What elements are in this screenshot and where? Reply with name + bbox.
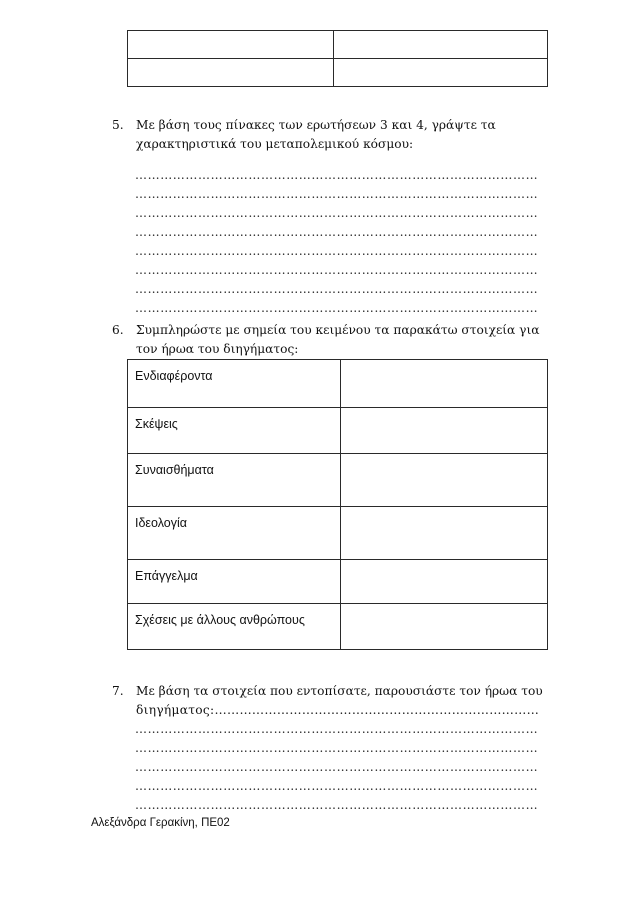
answer-line[interactable]: …………………………………………………………………………………… [135,187,539,201]
author-footer: Αλεξάνδρα Γερακίνη, ΠΕ02 [91,817,230,829]
question-text-line: τον ήρωα του διηγήματος: [136,342,299,356]
answer-cell[interactable] [341,454,548,507]
question-text-line[interactable]: διηγήματος:…………………………………………………………………… [136,703,540,717]
answer-line[interactable]: …………………………………………………………………………………… [135,225,539,239]
question-text-line: Με βάση τους πίνακες των ερωτήσεων 3 και 4, γράψτε τα [136,118,496,132]
table-row [128,31,548,59]
row-label: Σκέψεις [128,408,341,454]
table-cell[interactable] [128,31,334,59]
answer-line[interactable]: …………………………………………………………………………………… [135,282,539,296]
answer-line[interactable]: …………………………………………………………………………………… [135,760,539,774]
question-number: 7. [112,684,124,698]
question-text-line: χαρακτηριστικά του μεταπολεμικού κόσμου: [136,137,414,151]
answer-line[interactable]: …………………………………………………………………………………… [135,741,539,755]
table-row [128,360,548,408]
table-row [128,604,548,650]
table-cell[interactable] [334,59,548,87]
row-label: Ιδεολογία [128,507,341,560]
row-label: Ενδιαφέροντα [128,360,341,408]
table-cell[interactable] [334,31,548,59]
answer-cell[interactable] [341,507,548,560]
row-label: Συναισθήματα [128,454,341,507]
top-answer-table [127,30,548,87]
answer-line[interactable]: …………………………………………………………………………………… [135,301,539,315]
answer-line[interactable]: …………………………………………………………………………………… [135,244,539,258]
table-row [128,507,548,560]
answer-cell[interactable] [341,604,548,650]
row-label: Σχέσεις με άλλους ανθρώπους [128,604,341,650]
table-row [128,454,548,507]
answer-cell[interactable] [341,360,548,408]
answer-line[interactable]: …………………………………………………………………………………… [135,722,539,736]
answer-line[interactable]: …………………………………………………………………………………… [135,206,539,220]
question-number: 6. [112,323,124,337]
character-traits-table [127,359,548,650]
answer-cell[interactable] [341,408,548,454]
row-label: Επάγγελμα [128,560,341,604]
question-number: 5. [112,118,124,132]
question-text-line: Συμπληρώστε με σημεία του κειμένου τα παρακάτω στοιχεία για [136,323,540,337]
answer-line[interactable]: …………………………………………………………………………………… [135,263,539,277]
table-row [128,408,548,454]
answer-line[interactable]: …………………………………………………………………………………… [135,779,539,793]
answer-line[interactable]: …………………………………………………………………………………… [135,798,539,812]
table-row [128,560,548,604]
table-cell[interactable] [128,59,334,87]
question-text-line: Με βάση τα στοιχεία που εντοπίσατε, παρουσιάστε τον ήρωα του [136,684,543,698]
answer-cell[interactable] [341,560,548,604]
table-row [128,59,548,87]
answer-line[interactable]: …………………………………………………………………………………… [135,168,539,182]
